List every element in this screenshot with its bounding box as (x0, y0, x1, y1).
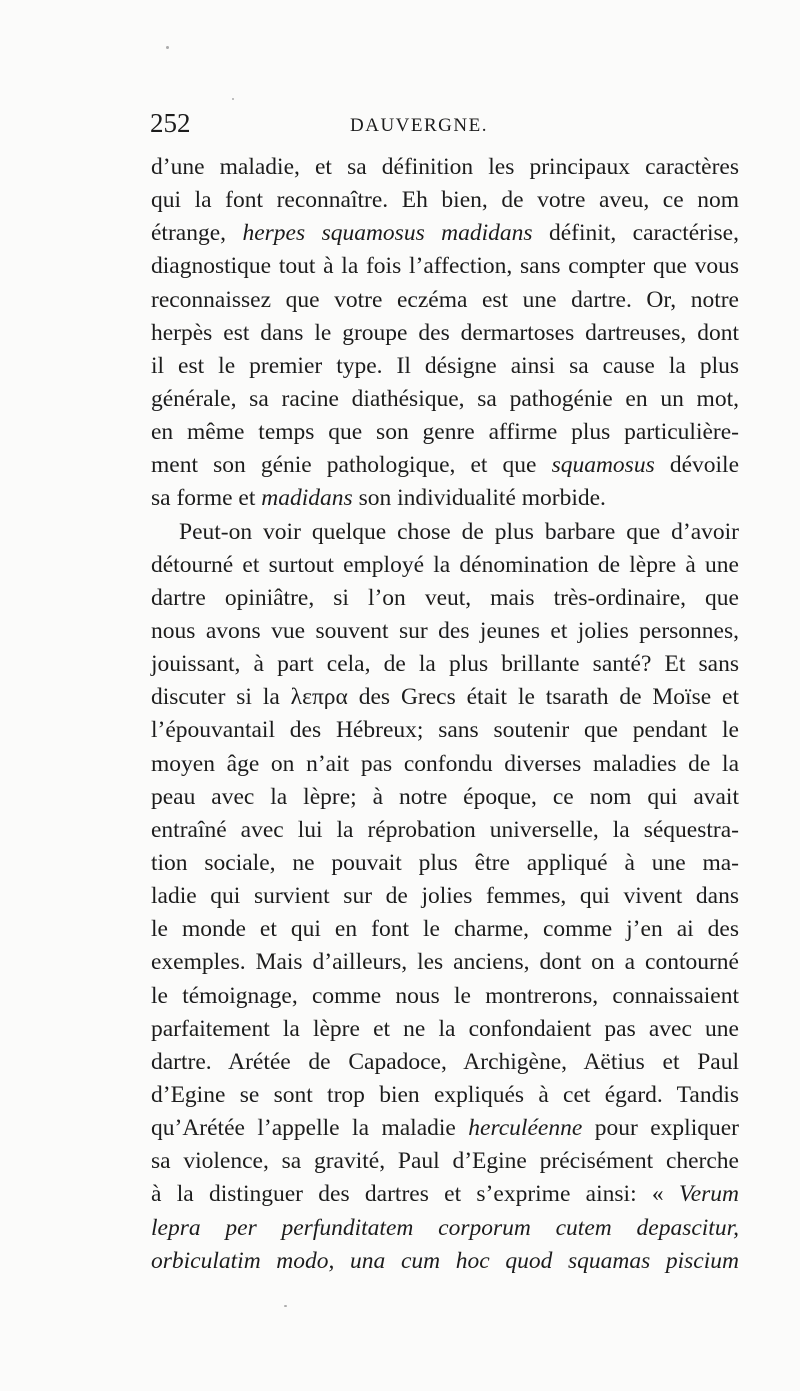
text-run: tion sociale, ne pouvait plus être appliqué à une ma- (151, 849, 739, 876)
text-run: peau avec la lèpre; à notre époque, ce nom qui avait (151, 783, 739, 810)
text-run: diagnostique tout à la fois l’affection, sans compter que vous (151, 253, 739, 280)
text-run: pour expliquer (582, 1115, 739, 1142)
text-line (151, 913, 739, 946)
text-line (151, 151, 739, 184)
text-run: reconnaissez que votre eczéma est une dartre. Or, notre (151, 286, 739, 313)
text-line (151, 1245, 739, 1278)
text-line (151, 1079, 739, 1112)
text-run: parfaitement la lèpre et ne la confondaient pas avec une (151, 1015, 739, 1042)
text-line (151, 748, 739, 781)
text-run: en même temps que son genre affirme plus particulière- (151, 419, 739, 446)
text-run: générale, sa racine diathésique, sa pathogénie en un mot, (151, 385, 739, 412)
text-run: moyen âge on n’ait pas confondu diverses maladies de la (151, 750, 739, 777)
text-line (151, 416, 739, 449)
text-run: nous avons vue souvent sur des jeunes et jolies personnes, (151, 617, 739, 644)
text-run: son individualité morbide. (352, 485, 606, 512)
text-line (151, 284, 739, 317)
text-line (151, 814, 739, 847)
text-line (151, 516, 739, 549)
text-line (151, 1212, 739, 1245)
text-line (151, 582, 739, 615)
italic-text: orbiculatim modo, una cum hoc quod squamas piscium (151, 1247, 739, 1274)
text-run: sa forme et (151, 485, 262, 512)
text-run: discuter si la λεπρα des Grecs était le tsarath de Moïse et (151, 684, 739, 711)
text-line (151, 847, 739, 880)
italic-text: Verum (678, 1181, 739, 1208)
text-run: exemples. Mais d’ailleurs, les anciens, dont on a contourné (151, 949, 739, 976)
text-run: dévoile (654, 452, 739, 479)
italic-text: lepra per perfunditatem corporum cutem depascitur, (151, 1214, 739, 1241)
text-run: l’épouvantail des Hébreux; sans soutenir que pendant le (151, 717, 739, 744)
text-run: détourné et surtout employé la dénomination de lèpre à une (151, 551, 739, 578)
ink-speck (166, 46, 169, 49)
text-run: le témoignage, comme nous le montrerons, connaissaient (151, 982, 739, 1009)
text-line (151, 648, 739, 681)
text-run: entraîné avec lui la réprobation universelle, la séquestra- (151, 816, 739, 843)
text-line (151, 184, 739, 217)
text-run: sa violence, sa gravité, Paul d’Egine précisément cherche (151, 1148, 739, 1175)
text-line (151, 681, 739, 714)
text-run: jouissant, à part cela, de la plus brillante santé? Et sans (151, 651, 739, 678)
text-run: qu’Arétée l’appelle la maladie (151, 1115, 469, 1142)
text-run: il est le premier type. Il désigne ainsi sa cause la plus (151, 352, 739, 379)
text-line (151, 482, 739, 515)
text-line (151, 1112, 739, 1145)
text-run: dartre opiniâtre, si l’on veut, mais très-ordinaire, que (151, 584, 739, 611)
text-line (151, 1013, 739, 1046)
italic-text: herculéenne (468, 1115, 583, 1142)
text-run: Peut-on voir quelque chose de plus barbare que d’avoir (179, 518, 739, 545)
text-run: d’une maladie, et sa définition les principaux caractères (151, 154, 739, 180)
running-head (150, 106, 740, 140)
text-line (151, 449, 739, 482)
text-run: dartre. Arétée de Capadoce, Archigène, Aëtius et Paul (151, 1048, 739, 1075)
text-run: le monde et qui en font le charme, comme j’en ai des (151, 916, 739, 943)
running-head-title: DAUVERGNE. (350, 115, 488, 136)
text-run: définit, caractérise, (532, 220, 739, 247)
italic-text: herpes squamosus madidans (242, 220, 533, 247)
text-run: ment son génie pathologique, et que (151, 452, 552, 479)
text-line (151, 714, 739, 747)
text-run: d’Egine se sont trop bien expliqués à cet égard. Tandis (151, 1081, 739, 1108)
text-line (151, 946, 739, 979)
italic-text: madidans (261, 485, 353, 512)
text-line (151, 383, 739, 416)
text-run: à la distinguer des dartres et s’exprime ainsi: « (151, 1181, 679, 1208)
text-line (151, 1046, 739, 1079)
ink-speck (284, 1305, 287, 1307)
text-line (151, 980, 739, 1013)
page-number: 252 (150, 108, 191, 138)
text-line (151, 615, 739, 648)
text-run: qui la font reconnaître. Eh bien, de votre aveu, ce nom (151, 187, 739, 214)
text-line (151, 549, 739, 582)
text-line (151, 350, 739, 383)
italic-text: squamosus (551, 452, 655, 479)
text-run: ladie qui survient sur de jolies femmes, qui vivent dans (151, 883, 739, 910)
text-line (151, 1178, 739, 1211)
text-line (151, 1145, 739, 1178)
text-line (151, 880, 739, 913)
text-line (151, 317, 739, 350)
text-run: herpès est dans le groupe des dermartoses dartreuses, dont (151, 319, 739, 346)
text-line (151, 250, 739, 283)
ink-speck (232, 98, 234, 100)
text-run: étrange, (151, 220, 243, 247)
text-line (151, 781, 739, 814)
text-line (151, 217, 739, 250)
body-text (151, 151, 739, 1278)
